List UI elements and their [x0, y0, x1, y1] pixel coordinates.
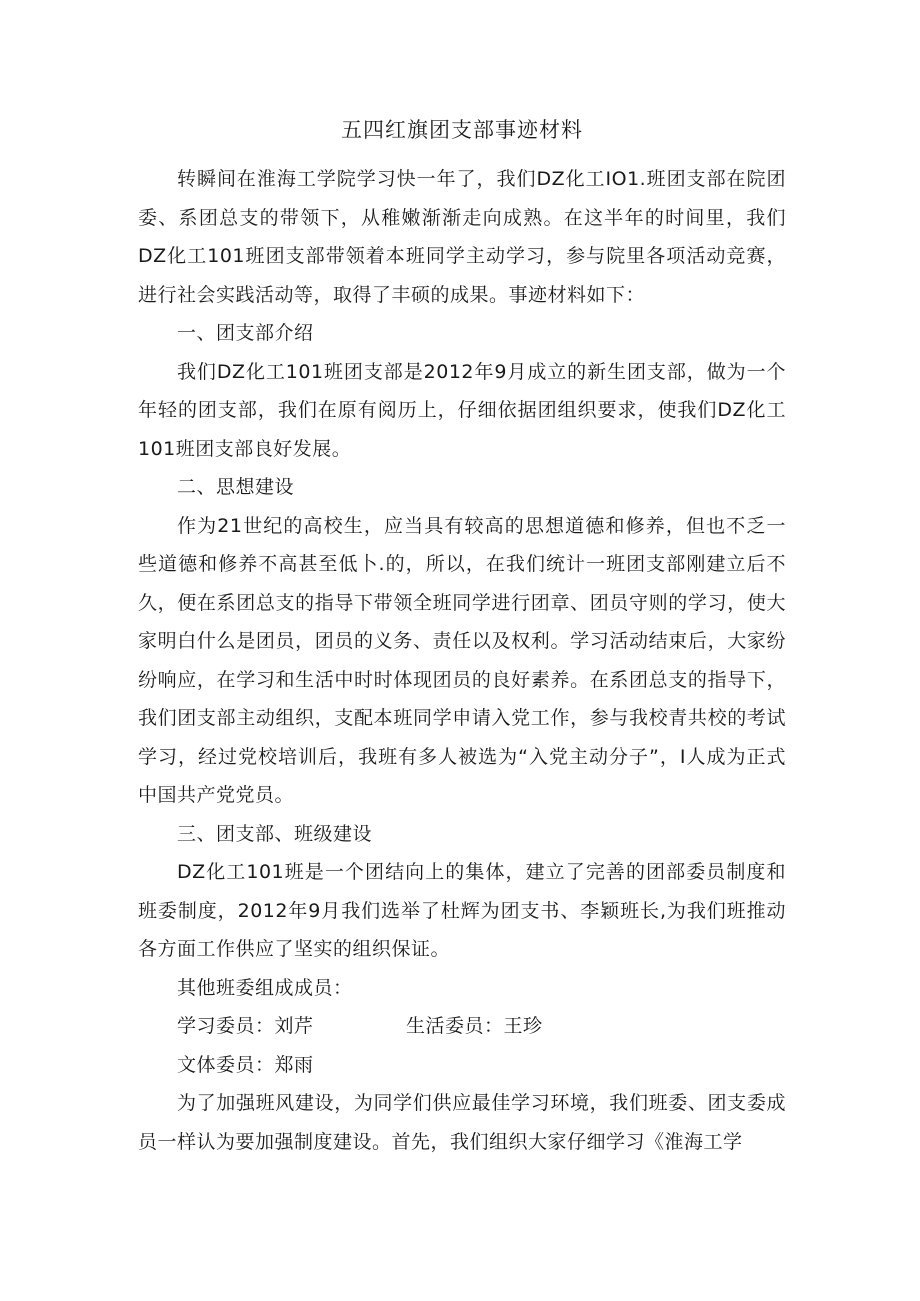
- member-study: 学习委员：刘芹: [177, 1015, 314, 1037]
- member-life: 生活委员：王珍: [406, 1015, 543, 1037]
- class-building-paragraph: DZ化工101班是一个团结向上的集体，建立了完善的团部委员制度和班委制度，2012年9月我们选举了杜辉为团支书、李颖班长,为我们班推动各方面工作供应了坚实的组织保证。: [138, 861, 786, 960]
- member-culture: 文体委员：郑雨: [177, 1053, 314, 1076]
- members-intro: 其他班委组成成员：: [177, 976, 353, 999]
- section-heading-branch-intro: 一、团支部介绍: [177, 322, 314, 344]
- intro-paragraph: 转瞬间在淮海工学院学习快一年了，我们DZ化工IO1.班团支部在院团委、系团总支的带领下，从稚嫩渐渐走向成熟。在这半年的时间里，我们DZ化工101班团支部带领着本班同学主动学习，参与院里各项活动竞赛，进行社会实践活动等，取得了丰硕的成果。事迹材料如下：: [138, 168, 786, 306]
- closing-paragraph: 为了加强班风建设，为同学们供应最佳学习环境，我们班委、团支委成员一样认为要加强制度建设。首先，我们组织大家仔细学习《淮海工学: [138, 1092, 786, 1153]
- members-row: [138, 1007, 786, 1046]
- section-heading-ideology: 二、思想建设: [177, 476, 295, 498]
- ideology-paragraph: 作为21世纪的高校生，应当具有较高的思想道德和修养，但也不乏一些道德和修养不高甚至低卜.的，所以，在我们统计一班团支部刚建立后不久，便在系团总支的指导下带领全班同学进行团章、团员守则的学习，使大家明白什么是团员，团员的义务、责任以及权利。学习活动结束后，大家纷纷响应，在学习和生活中时时体现团员的良好素养。在系团总支的指导下，我们团支部主动组织，支配本班同学申请入党工作，参与我校青共校的考试学习，经过党校培训后，我班有多人被选为“入党主动分子”，I人成为正式中国共产党党员。: [138, 514, 786, 806]
- section-heading-class-building: 三、团支部、班级建设: [177, 822, 373, 845]
- document-page: [138, 112, 786, 1161]
- branch-intro-paragraph: 我们DZ化工101班团支部是2012年9月成立的新生团支部，做为一个年轻的团支部，我们在原有阅历上，仔细依据团组织要求，使我们DZ化工101班团支部良好发展。: [138, 360, 786, 460]
- members-row-2: [138, 1046, 786, 1085]
- document-title: 五四红旗团支部事迹材料: [341, 118, 583, 142]
